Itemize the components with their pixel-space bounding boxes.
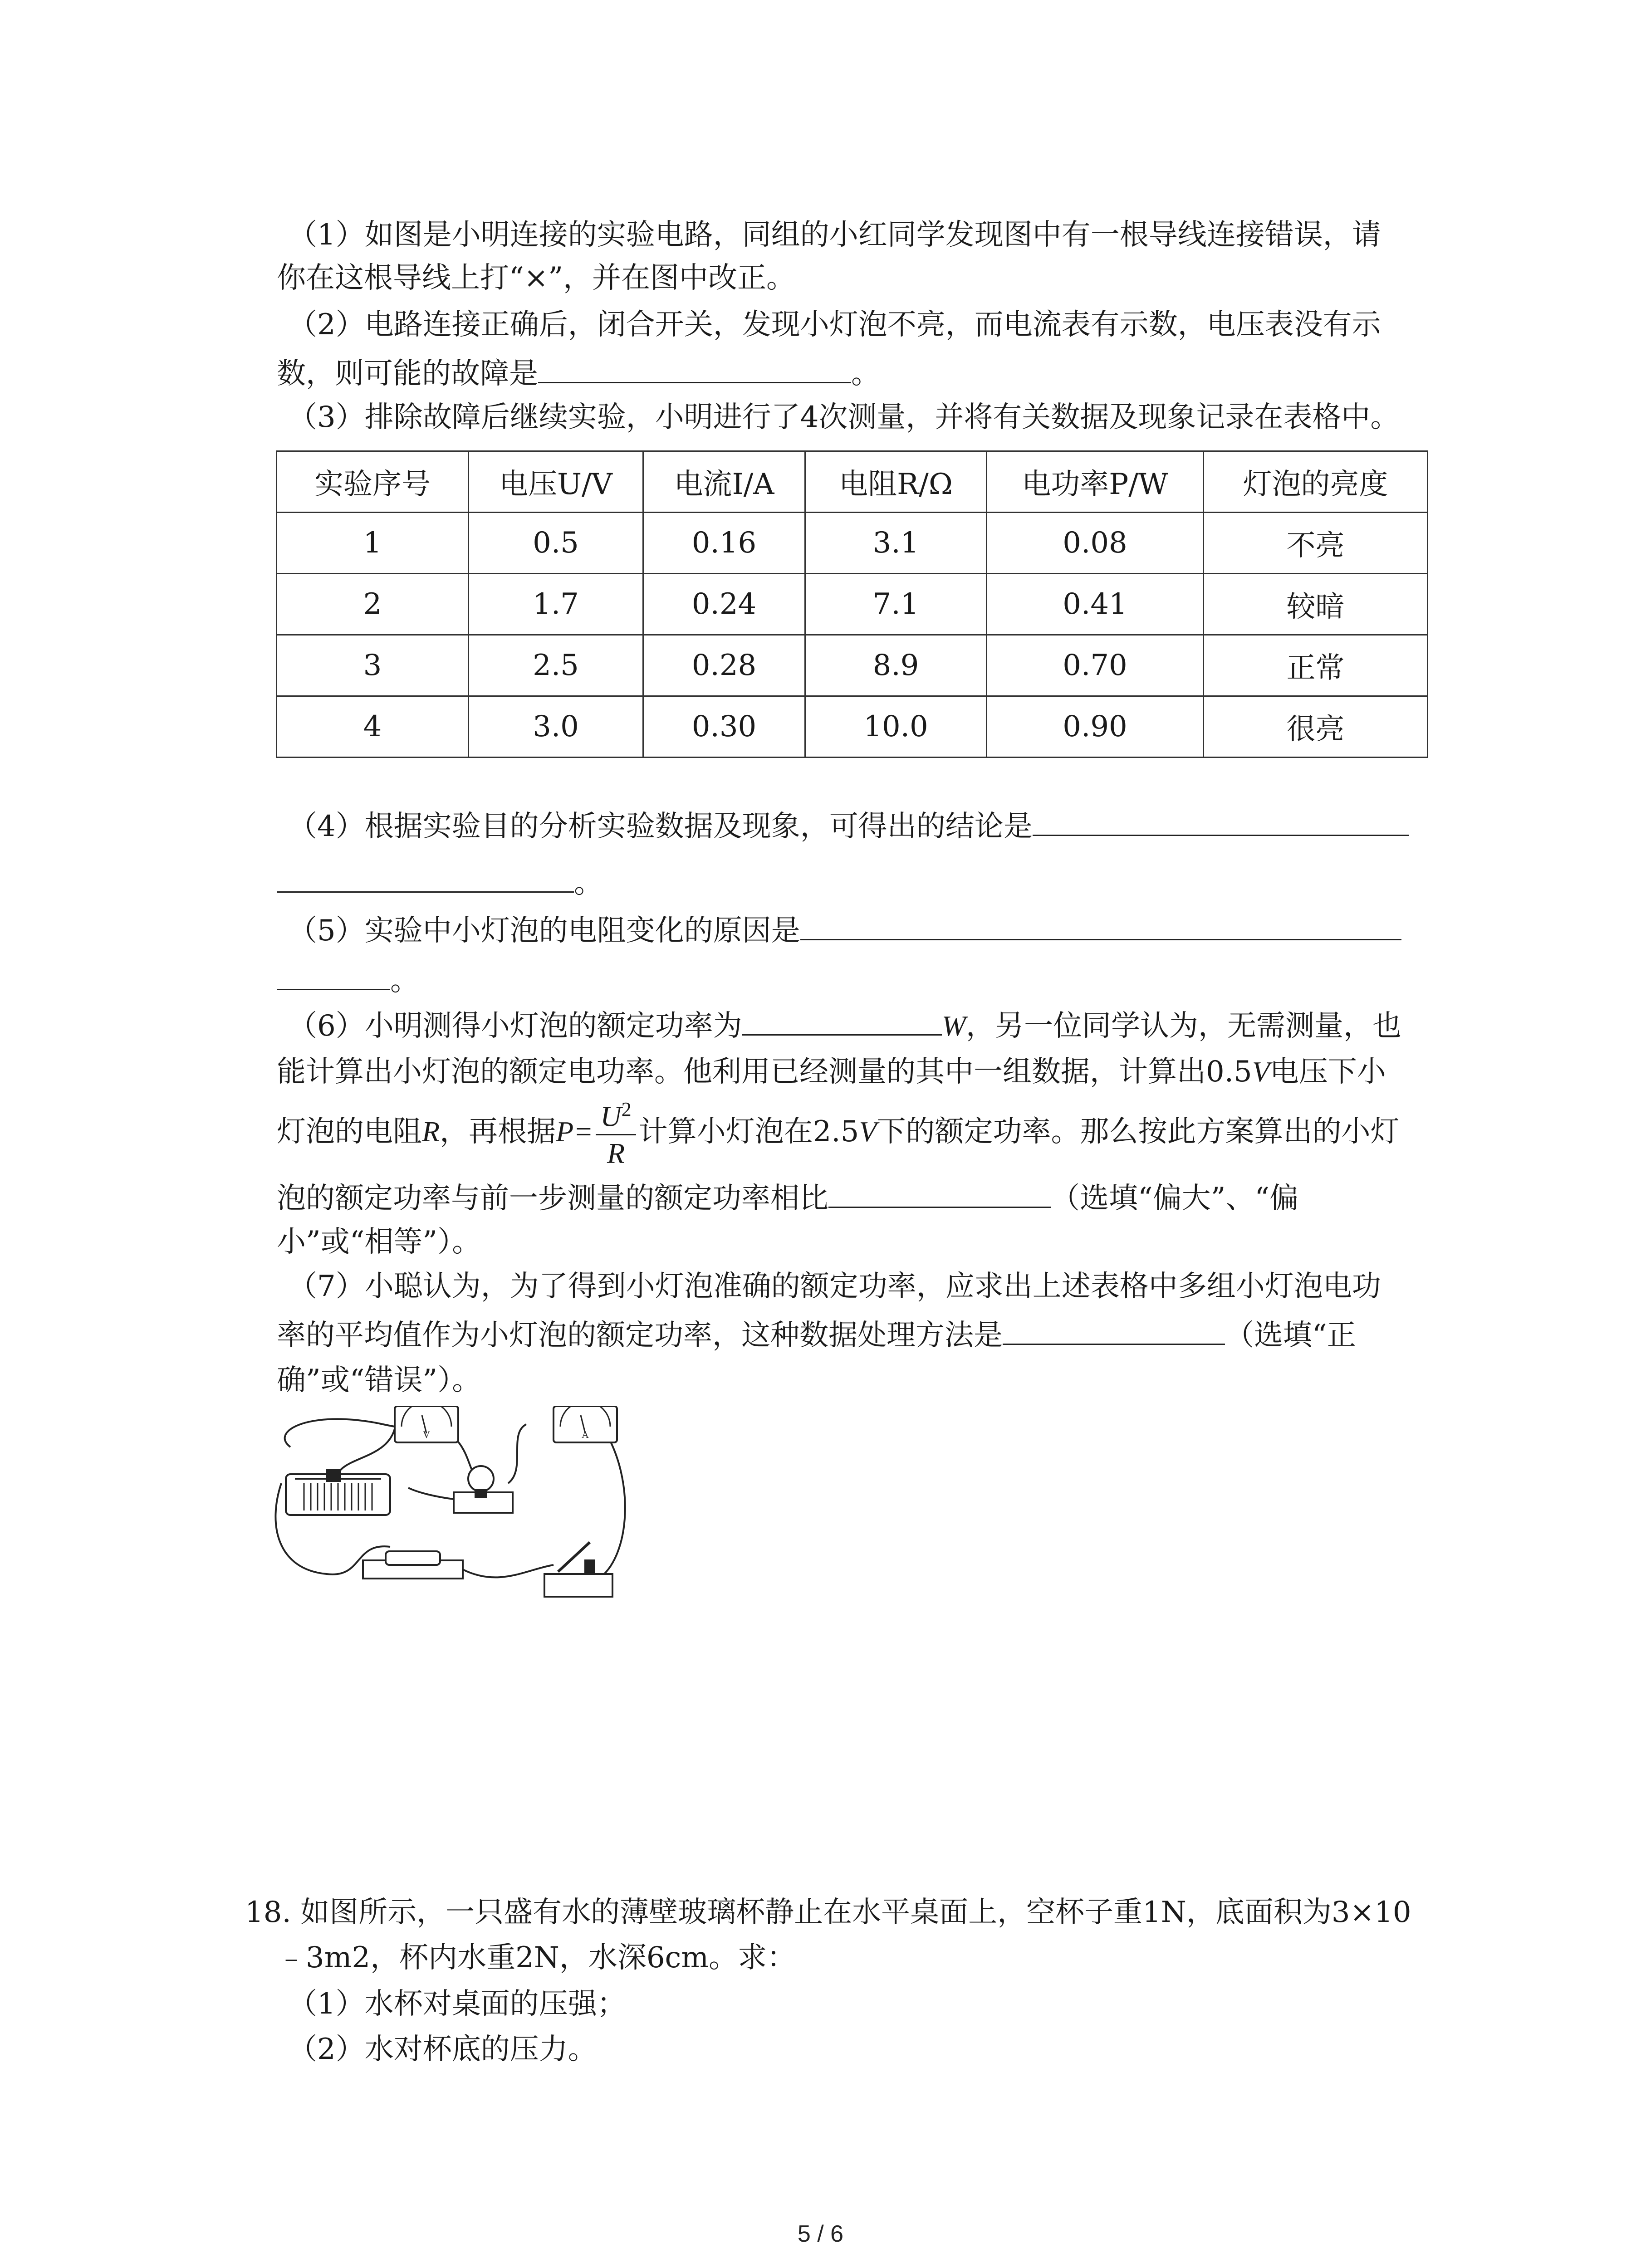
- battery: [363, 1551, 463, 1579]
- table-cell: 正常: [1204, 635, 1428, 696]
- q17-part1-line2: 你在这根导线上打“×”，并在图中改正。: [277, 261, 796, 295]
- symbol-p: P=: [556, 1115, 593, 1148]
- table-row: [277, 696, 1428, 758]
- table-header-row: [277, 451, 1428, 513]
- header-cell: 灯泡的亮度: [1204, 451, 1428, 513]
- q18-part2: （2）水对杯底的压力。: [288, 2033, 597, 2066]
- unit-w: W: [941, 1010, 966, 1042]
- wire: [599, 1429, 625, 1579]
- q17-part1-line1: （1）如图是小明连接的实验电路，同组的小红同学发现图中有一根导线连接错误，请: [288, 218, 1381, 252]
- table-cell: 0.30: [643, 696, 805, 758]
- wire: [285, 1419, 395, 1447]
- table-cell: 3: [277, 635, 469, 696]
- q17-part6-line4: [277, 1175, 1298, 1220]
- period: 。: [574, 866, 603, 900]
- answer-blank-fault[interactable]: [538, 350, 851, 383]
- q17-part6-text: （选填“偏大”、“偏: [1051, 1182, 1299, 1215]
- q17-part6-text: 泡的额定功率与前一步测量的额定功率相比: [277, 1182, 828, 1215]
- table-cell: 8.9: [805, 635, 987, 696]
- q17-part6-text: 计算小灯泡在2.5: [638, 1115, 859, 1149]
- light-bulb: [454, 1466, 513, 1513]
- q17-part5-text: （5）实验中小灯泡的电阻变化的原因是: [288, 914, 800, 948]
- q17-part7-line2: [277, 1312, 1356, 1357]
- ammeter-label: A: [582, 1429, 589, 1440]
- table-cell: 2: [277, 574, 469, 635]
- answer-blank-reason[interactable]: [800, 907, 1401, 940]
- table-cell: 较暗: [1204, 574, 1428, 635]
- q17-part6-line1: [288, 1002, 1401, 1048]
- table-cell: 0.08: [987, 513, 1204, 574]
- q17-part2-line2: [277, 350, 880, 396]
- table-cell: 不亮: [1204, 513, 1428, 574]
- q17-part6-line2: [277, 1050, 1386, 1094]
- q17-part6-line3: [277, 1093, 1399, 1170]
- q18-part1: （1）水杯对桌面的压强；: [288, 1987, 626, 2021]
- table-cell: 2.5: [469, 635, 643, 696]
- numerator-exponent: 2: [621, 1098, 632, 1121]
- period: 。: [851, 357, 880, 391]
- voltmeter-label: V: [423, 1429, 430, 1440]
- q18-line2: ﹣3m2，杯内水重2N，水深6cm。求：: [277, 1941, 796, 1975]
- header-cell: 电压U/V: [469, 451, 643, 513]
- wire: [336, 1429, 395, 1479]
- q17-part4-line2: [277, 860, 603, 905]
- q17-part5-line1: [288, 907, 1401, 953]
- table-cell: 1: [277, 513, 469, 574]
- answer-blank-reason-cont[interactable]: [277, 957, 390, 990]
- period: 。: [390, 964, 419, 997]
- q17-part6-text: 电压下小: [1269, 1055, 1386, 1089]
- table-row: [277, 635, 1428, 696]
- power-formula-fraction: [596, 1100, 636, 1168]
- header-cell: 电功率P/W: [987, 451, 1204, 513]
- answer-blank-method[interactable]: [1003, 1312, 1225, 1345]
- table-cell: 0.16: [643, 513, 805, 574]
- answer-blank-compare[interactable]: [828, 1175, 1051, 1208]
- fraction-denominator: R: [607, 1137, 625, 1169]
- voltmeter: [395, 1406, 458, 1442]
- table-cell: 0.5: [469, 513, 643, 574]
- data-table: [276, 450, 1428, 758]
- page-number: 5 / 6: [797, 2221, 844, 2247]
- q17-part6-text: ，另一位同学认为，无需测量，也: [966, 1009, 1402, 1043]
- table-cell: 0.24: [643, 574, 805, 635]
- table-row: [277, 574, 1428, 635]
- table-row: [277, 513, 1428, 574]
- q17-part6-text: 下的额定功率。那么按此方案算出的小灯: [877, 1115, 1400, 1149]
- symbol-r: R: [422, 1115, 440, 1148]
- table-cell: 10.0: [805, 696, 987, 758]
- fraction-numerator: [596, 1100, 636, 1135]
- q17-part6-text: 灯泡的电阻: [277, 1115, 422, 1149]
- q17-part6-line5: 小”或“相等”）。: [277, 1225, 481, 1259]
- table-cell: 7.1: [805, 574, 987, 635]
- answer-blank-conclusion-cont[interactable]: [277, 860, 574, 893]
- q17-part7-text: 率的平均值作为小灯泡的额定功率，这种数据处理方法是: [277, 1319, 1003, 1352]
- table-cell: 0.90: [987, 696, 1204, 758]
- switch: [544, 1542, 612, 1597]
- q17-part6-text: ，再根据: [440, 1115, 556, 1149]
- table-cell: 4: [277, 696, 469, 758]
- numerator-u: U: [600, 1100, 622, 1133]
- q17-part2-line1: （2）电路连接正确后，闭合开关，发现小灯泡不亮，而电流表有示数，电压表没有示: [288, 308, 1381, 342]
- q17-part7-text: （选填“正: [1225, 1319, 1356, 1352]
- ammeter: [554, 1406, 617, 1442]
- unit-v: V: [1252, 1056, 1270, 1088]
- wire: [408, 1488, 454, 1499]
- table-cell: 1.7: [469, 574, 643, 635]
- table-cell: 0.41: [987, 574, 1204, 635]
- q17-part6-text: （6）小明测得小灯泡的额定功率为: [288, 1009, 742, 1043]
- q17-part4-text: （4）根据实验目的分析实验数据及现象，可得出的结论是: [288, 810, 1033, 843]
- answer-blank-rated-power[interactable]: [742, 1002, 942, 1036]
- q17-part4-line1: [288, 803, 1409, 848]
- table-cell: 0.28: [643, 635, 805, 696]
- answer-blank-conclusion[interactable]: [1033, 803, 1409, 836]
- header-cell: 实验序号: [277, 451, 469, 513]
- table-cell: 3.1: [805, 513, 987, 574]
- table-cell: 3.0: [469, 696, 643, 758]
- wire: [508, 1424, 526, 1483]
- q17-part7-line1: （7）小聪认为，为了得到小灯泡准确的额定功率，应求出上述表格中多组小灯泡电功: [288, 1270, 1381, 1303]
- q17-part2-text: 数，则可能的故障是: [277, 357, 538, 391]
- header-cell: 电阻R/Ω: [805, 451, 987, 513]
- q18-line1: 18. 如图所示，一只盛有水的薄壁玻璃杯静止在水平桌面上，空杯子重1N，底面积为3×10: [245, 1896, 1411, 1929]
- q17-part7-line3: 确”或“错误”）。: [277, 1364, 481, 1397]
- rheostat: [286, 1470, 390, 1515]
- circuit-diagram[interactable]: [272, 1406, 635, 1633]
- wire: [463, 1565, 554, 1577]
- table-cell: 很亮: [1204, 696, 1428, 758]
- q17-part5-line2: [277, 957, 419, 1002]
- q17-part3-line: （3）排除故障后继续实验，小明进行了4次测量，并将有关数据及现象记录在表格中。: [288, 401, 1400, 434]
- unit-v: V: [859, 1115, 877, 1148]
- table-cell: 0.70: [987, 635, 1204, 696]
- q17-part6-text: 能计算出小灯泡的额定电功率。他利用已经测量的其中一组数据，计算出0.5: [277, 1055, 1252, 1089]
- header-cell: 电流I/A: [643, 451, 805, 513]
